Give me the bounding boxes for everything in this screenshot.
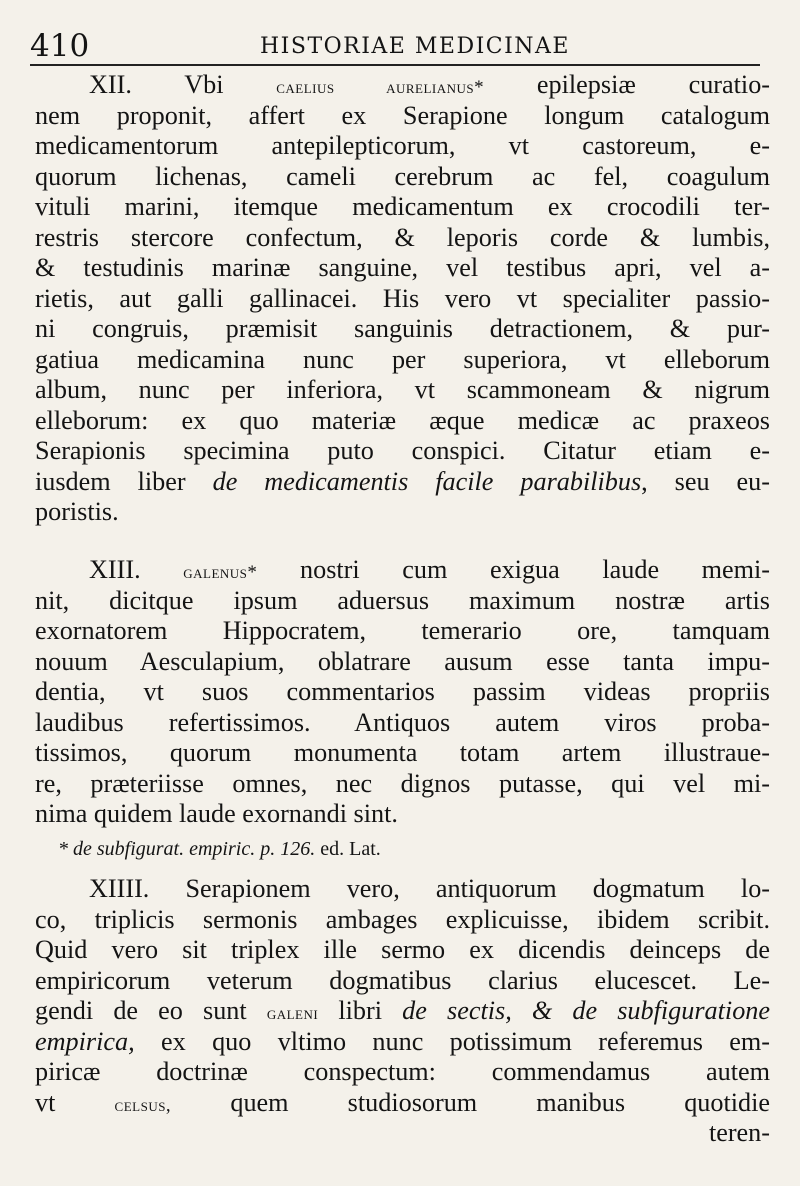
section-numeral: XIIII. [89, 874, 150, 903]
text-line: piricæ doctrinæ conspectum: commendamus autem [35, 1057, 770, 1086]
page-number: 410 [30, 28, 90, 64]
section-numeral: XIII. [89, 555, 141, 584]
line-text: Serapionem vero, antiquorum dogmatum lo- [185, 874, 770, 903]
text-line-last: nima quidem laude exornandi sint. [35, 799, 398, 828]
text-line [35, 1027, 770, 1058]
text-line: vituli marini, itemque medicamentum ex crocodili ter- [35, 192, 770, 221]
text-line: re, præteriisse omnes, nec dignos putasse, qui vel mi- [35, 768, 770, 798]
book-title: empirica, [35, 1026, 135, 1056]
paragraph-xiii [35, 555, 770, 830]
author-name: caelius aurelianus* [276, 77, 485, 98]
text-line [35, 1088, 770, 1119]
text-line: exornatorem Hippocratem, temerario ore, tamquam [35, 616, 770, 645]
text-line: ni congruis, præmisit sanguinis detractionem, & pur- [35, 314, 770, 343]
page-header [30, 26, 775, 66]
text-fragment: ex quo vltimo nunc potissimum referemus em- [161, 1026, 770, 1056]
text-line: laudibus refertissimos. Antiquos autem viros proba- [35, 707, 770, 737]
paragraph-xii [35, 70, 770, 528]
author-name: galeni [266, 1003, 319, 1024]
paragraph-xii-line-1 [35, 70, 770, 101]
text-fragment: iusdem liber [35, 466, 186, 496]
text-line: quorum lichenas, cameli cerebrum ac fel, coagulum [35, 161, 770, 191]
text-line-last: poristis. [35, 497, 119, 526]
text-line: nit, dicitque ipsum aduersus maximum nostræ artis [35, 585, 770, 615]
text-fragment: , seu eu- [641, 466, 770, 496]
text-line: dentia, vt suos commentarios passim videas propriis [35, 677, 770, 706]
text-line: gatiua medicamina nunc per superiora, vt elleborum [35, 344, 770, 374]
book-title: de medicamentis facile parabilibus [212, 466, 642, 496]
text-line: co, triplicis sermonis ambages explicuisse, ibidem scribit. [35, 904, 770, 934]
line-text: epilepsiæ curatio- [536, 70, 770, 99]
author-name: galenus* [183, 562, 258, 583]
text-line: nem proponit, affert ex Serapione longum catalogum [35, 100, 770, 130]
text-fragment: quem studiosorum manibus quotidie [230, 1087, 770, 1117]
text-line: empiricorum veterum dogmatibus clarius elucescet. Le- [35, 965, 770, 995]
text-line: tissimos, quorum monumenta totam artem illustraue- [35, 738, 770, 767]
paragraph-xiiii-line-1 [35, 874, 770, 905]
section-numeral: XII. [89, 70, 132, 99]
text-fragment: vt [35, 1087, 56, 1117]
catchword: teren- [708, 1118, 770, 1147]
paragraph-xiiii [35, 874, 770, 1149]
text-fragment: gendi de eo sunt [35, 996, 247, 1025]
author-name: celsus, [114, 1094, 172, 1116]
text-line: Quid vero sit triplex ille sermo ex dicendis deinceps de [35, 935, 770, 964]
running-title: HISTORIAE MEDICINAE [260, 34, 570, 59]
paragraph-xiii-line-1 [35, 555, 770, 586]
text-line: & testudinis marinæ sanguine, vel testibus apri, vel a- [35, 253, 770, 282]
text-line: nouum Aesculapium, oblatrare ausum esse tanta impu- [35, 646, 770, 676]
text-line: rietis, aut galli gallinacei. His vero vt specialiter passio- [35, 283, 770, 313]
text-fragment: libri [338, 996, 383, 1025]
footnote-edition: ed. Lat. [320, 838, 381, 860]
text-line [35, 996, 770, 1027]
text-line: restris stercore confectum, & leporis corde & lumbis, [35, 222, 770, 252]
text-line: album, nunc per inferiora, vt scammoneam & nigrum [35, 375, 770, 404]
text-line: elleborum: ex quo materiæ æque medicæ ac praxeos [35, 405, 770, 435]
header-rule [30, 64, 760, 66]
text-line: medicamentorum antepilepticorum, vt castoreum, e- [35, 131, 770, 160]
book-title: de sectis, & de subfiguratione [402, 996, 770, 1025]
lead-word: Vbi [184, 70, 224, 99]
text-line: Serapionis specimina puto conspici. Citatur etiam e- [35, 436, 770, 465]
footnote-reference: * de subfigurat. empiric. p. 126. [58, 838, 316, 860]
text-line [35, 467, 770, 498]
line-text: nostri cum exigua laude memi- [300, 555, 770, 584]
footnote [58, 836, 381, 862]
